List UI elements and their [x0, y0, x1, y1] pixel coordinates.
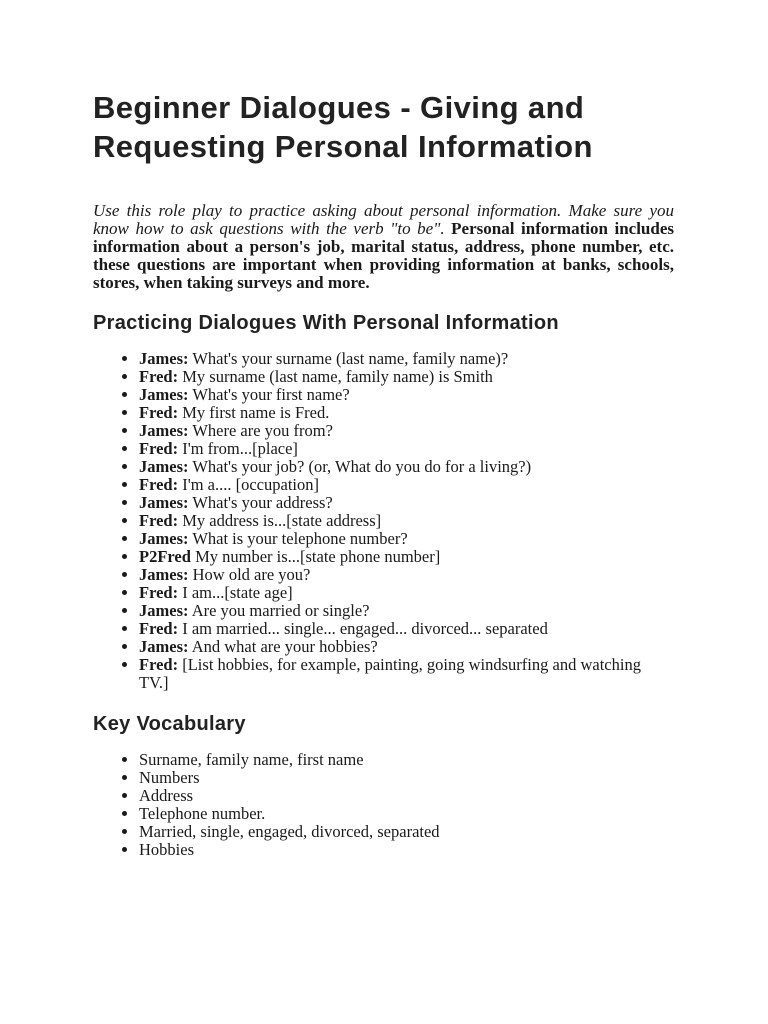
- dialogue-list: [93, 350, 674, 692]
- intro-bold-text: Personal information includes information about a person's job, marital status, address, phone number, etc. these questions are important when providing information at banks, schools, stores, when taking surveys and more.: [93, 219, 674, 292]
- dialogue-text: My address is...[state address]: [182, 511, 382, 530]
- intro-italic-text: Use this role play to practice asking about personal information. Make sure you know how to ask questions with the verb "to be".: [93, 201, 674, 238]
- speaker-label: James:: [139, 385, 189, 404]
- speaker-label: Fred:: [139, 403, 179, 422]
- intro-paragraph: [93, 202, 674, 292]
- document-page: [93, 88, 674, 859]
- dialogue-line: [139, 548, 674, 566]
- dialogue-text: And what are your hobbies?: [191, 637, 378, 656]
- speaker-label: James:: [139, 493, 189, 512]
- page-title: Beginner Dialogues - Giving and Requesting Personal Information: [93, 90, 593, 164]
- dialogue-line: [139, 494, 674, 512]
- dialogue-line: [139, 440, 674, 458]
- speaker-label: James:: [139, 529, 189, 548]
- dialogue-line: [139, 638, 674, 656]
- dialogue-line: [139, 350, 674, 368]
- dialogue-line: [139, 386, 674, 404]
- dialogue-line: [139, 368, 674, 386]
- dialogue-line: [139, 404, 674, 422]
- speaker-label: James:: [139, 457, 189, 476]
- vocabulary-item: • Married, single, engaged, divorced, separated: [139, 823, 674, 841]
- dialogue-line: [139, 584, 674, 602]
- speaker-label: James:: [139, 349, 189, 368]
- speaker-label: Fred:: [139, 439, 179, 458]
- speaker-label: Fred:: [139, 367, 179, 386]
- dialogue-heading: Practicing Dialogues With Personal Information: [93, 312, 559, 334]
- dialogue-line: [139, 530, 674, 548]
- speaker-label: James:: [139, 601, 189, 620]
- vocabulary-item: • Telephone number.: [139, 805, 674, 823]
- speaker-label: James:: [139, 421, 189, 440]
- dialogue-text: Are you married or single?: [191, 601, 370, 620]
- dialogue-text: [List hobbies, for example, painting, going windsurfing and watching TV.]: [139, 655, 641, 692]
- vocabulary-item: • Numbers: [139, 769, 674, 787]
- dialogue-line: [139, 458, 674, 476]
- speaker-label: James:: [139, 565, 189, 584]
- vocabulary-list: [93, 751, 674, 859]
- dialogue-line: [139, 656, 674, 692]
- dialogue-line: [139, 512, 674, 530]
- vocabulary-item: • Hobbies: [139, 841, 674, 859]
- speaker-label: James:: [139, 637, 189, 656]
- dialogue-text: What's your surname (last name, family name)?: [192, 349, 509, 368]
- dialogue-line: [139, 476, 674, 494]
- dialogue-line: [139, 422, 674, 440]
- dialogue-text: I am married... single... engaged... divorced... separated: [182, 619, 548, 638]
- dialogue-text: What's your first name?: [192, 385, 350, 404]
- speaker-label: Fred:: [139, 619, 179, 638]
- dialogue-line: [139, 620, 674, 638]
- dialogue-text: What's your address?: [192, 493, 333, 512]
- speaker-label: Fred:: [139, 475, 179, 494]
- speaker-label: Fred:: [139, 511, 179, 530]
- speaker-label: P2Fred: [139, 547, 191, 566]
- dialogue-text: I am...[state age]: [182, 583, 293, 602]
- dialogue-text: Where are you from?: [192, 421, 333, 440]
- vocabulary-item: • Address: [139, 787, 674, 805]
- dialogue-text: What's your job? (or, What do you do for a living?): [192, 457, 532, 476]
- vocabulary-item: • Surname, family name, first name: [139, 751, 674, 769]
- dialogue-text: My first name is Fred.: [182, 403, 330, 422]
- speaker-label: Fred:: [139, 655, 179, 674]
- dialogue-text: My number is...[state phone number]: [195, 547, 441, 566]
- dialogue-line: [139, 566, 674, 584]
- vocabulary-heading: Key Vocabulary: [93, 713, 246, 735]
- dialogue-text: How old are you?: [192, 565, 311, 584]
- speaker-label: Fred:: [139, 583, 179, 602]
- dialogue-line: [139, 602, 674, 620]
- dialogue-text: What is your telephone number?: [192, 529, 408, 548]
- dialogue-text: I'm from...[place]: [182, 439, 298, 458]
- dialogue-text: My surname (last name, family name) is Smith: [182, 367, 493, 386]
- dialogue-text: I'm a.... [occupation]: [182, 475, 319, 494]
